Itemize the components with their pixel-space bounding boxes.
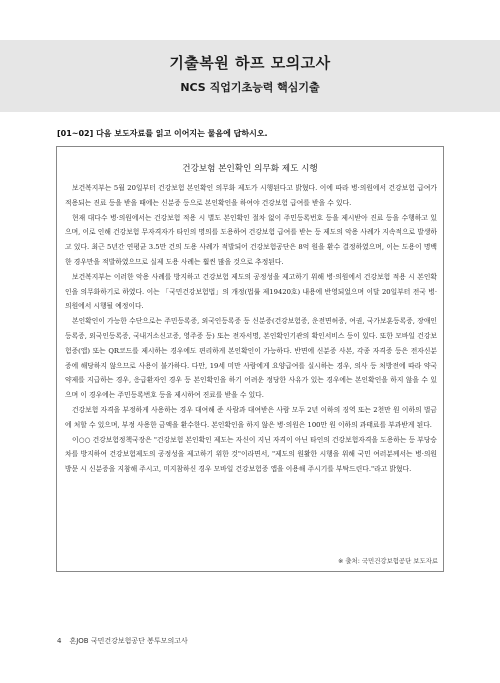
question-instruction — [57, 128, 457, 139]
page-footer — [57, 636, 188, 646]
page-title: 기출복원 하프 모의고사 — [169, 54, 331, 72]
article-paragraph: 본인확인이 가능한 수단으로는 주민등록증, 외국인등록증 등 신분증(건강보험증, 운전면허증, 여권, 국가보훈등록증, 장애인등록증, 외국인등록증, 국내거소신고증, 영주증 등) 또는 전자서명, 본인확인기관의 확인서비스 등이 있다. 또한 모바일 건강보험증(앱) 또는 QR코드를 제시하는 경우에도 편리하게 본인확인이 가능하다. 반면에 신분증 사본, 각종 자격증 등은 전자신분증에 해당하지 않으므로 사용이 불가하다. 다만, 19세 미만 사람에게 요양급여를 실시하는 경우, 의사 등 처방전에 따라 약국 약제를 지급하는 경우, 응급환자인 경우 등 본인확인을 하기 어려운 정당한 사유가 있는 경우에는 본인확인을 하지 않을 수 있으며 이 경우에는 주민등록번호 등을 제시하여 진료를 받을 수 있다. — [65, 317, 437, 400]
question-range: [01~02] — [57, 129, 94, 138]
article-body — [65, 181, 437, 477]
article-paragraph: 보건복지부는 이러한 악용 사례를 방지하고 건강보험 제도의 공정성을 제고하기 위해 병·의원에서 건강보험 적용 시 본인확인을 의무화하기로 하였다. 이는 「국민건강보험법」의 개정(법률 제19420호) 내용에 반영되었으며 이달 20일부터 전국 병·의원에서 시행될 예정이다. — [65, 272, 437, 311]
header-band — [0, 40, 500, 112]
article-paragraph: 이○○ 건강보험정책국장은 "건강보험 본인확인 제도는 자신이 지닌 자격이 아닌 타인의 건강보험자격을 도용하는 등 부당승차를 방지하여 건강보험제도의 공정성을 제고하기 위한 것"이라면서, "제도의 원활한 시행을 위해 국민 여러분께서는 병·의원 방문 시 신분증을 지참해 주시고, 미지참하신 경우 모바일 건강보험증 앱을 이용해 주시기를 부탁드린다."라고 밝혔다. — [65, 435, 437, 474]
footer-text: 혼JOB 국민건강보험공단 봉투모의고사 — [69, 637, 188, 645]
instruction-text: 다음 보도자료를 읽고 이어지는 물음에 답하시오. — [93, 129, 268, 138]
article-source: ※ 출처: 국민건강보험공단 보도자료 — [337, 557, 438, 565]
article-paragraph: 현재 대다수 병·의원에서는 건강보험 적용 시 별도 본인확인 절차 없이 주민등록번호 등을 제시받아 진료 등을 수행하고 있으며, 이로 인해 건강보험 무자격자가 타인의 명의를 도용하여 건강보험 급여를 받는 등 제도의 악용 사례가 지속적으로 발생하고 있다. 최근 5년간 연평균 3.5만 건의 도용 사례가 적발되어 건강보험공단은 8억 원을 환수 결정하였으며, 이는 도용이 명백한 경우만을 적발하였으므로 실제 도용 사례는 훨씬 많을 것으로 추정된다. — [65, 213, 437, 266]
page-subtitle: NCS 직업기초능력 핵심기출 — [180, 81, 320, 94]
article-title: 건강보험 본인확인 의무화 제도 시행 — [182, 164, 318, 174]
article-paragraph: 건강보험 자격을 부정하게 사용하는 경우 대여해 준 사람과 대여받은 사람 모두 2년 이하의 징역 또는 2천만 원 이하의 벌금에 처할 수 있으며, 부정 사용한 금액을 환수한다. 본인확인을 하지 않은 병·의원은 100만 원 이하의 과태료를 부과받게 된다. — [65, 405, 437, 429]
article-paragraph: 보건복지부는 5월 20일부터 건강보험 본인확인 의무화 제도가 시행된다고 밝혔다. 이에 따라 병·의원에서 건강보험 급여가 적용되는 진료 등을 받을 때에는 신분증 등으로 본인확인을 하여야 건강보험 급여를 받을 수 있다. — [65, 184, 437, 207]
page-number: 4 — [57, 637, 62, 645]
